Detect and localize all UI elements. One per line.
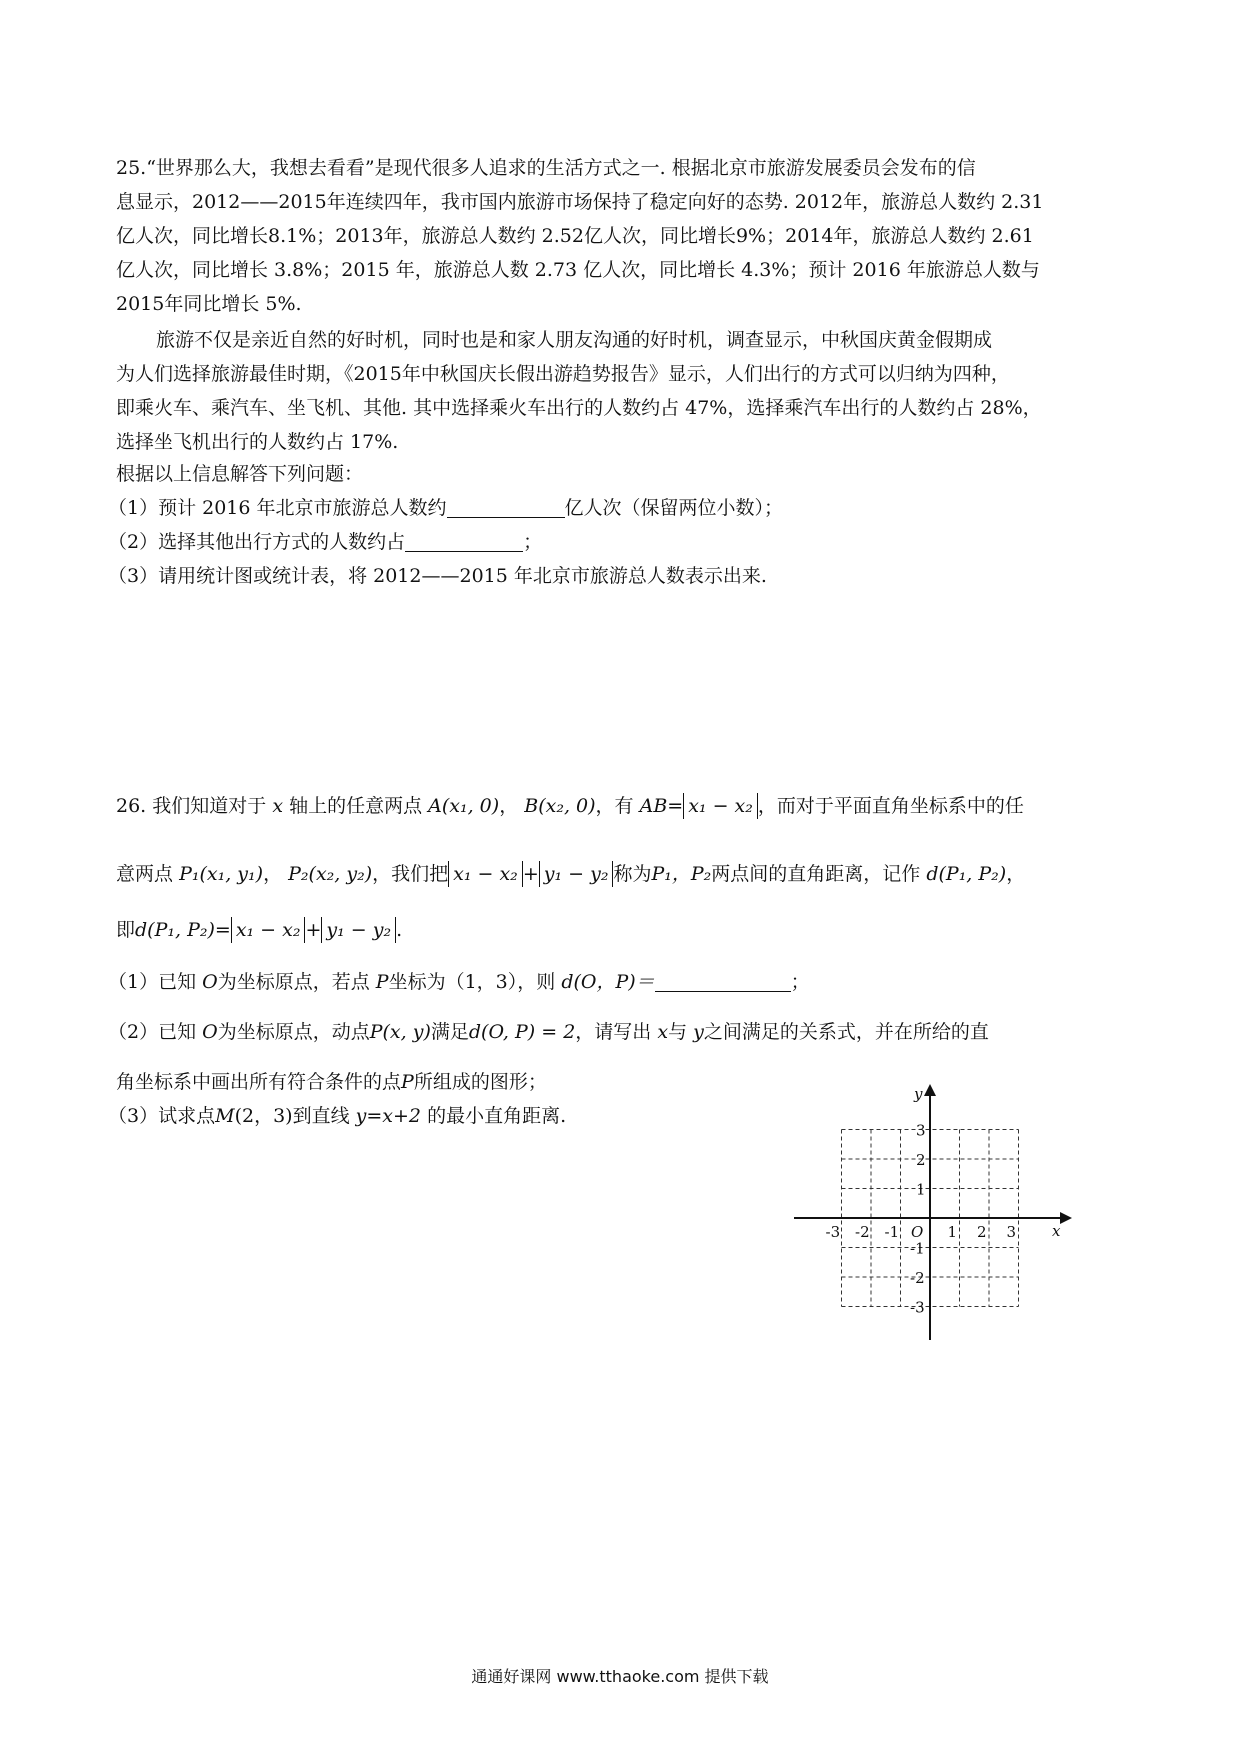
q25-line-5: 2015年同比增长 5%. (116, 293, 302, 315)
math-abs-x: x₁ − x₂ (231, 917, 306, 943)
q26-text: 意两点 (116, 863, 174, 885)
q26-line-1 (116, 790, 1126, 822)
math-d-p1-p2: d(P₁, P₂) (926, 863, 1007, 885)
q25-sub3: （3）请用统计图或统计表，将 2012——2015 年北京市旅游总人数表示出来. (108, 565, 767, 587)
q25-sub2-tail: ； (523, 531, 543, 553)
q26-sub1-answer-blank[interactable] (655, 969, 791, 992)
q26-text: 所组成的图形； (413, 1071, 547, 1093)
y-tick-label: -2 (910, 1269, 925, 1287)
q26-line-3 (116, 914, 1126, 946)
q26-text: ， (1006, 863, 1026, 885)
x-axis-arrow-icon (1060, 1212, 1072, 1224)
footer-source: 通通好课网 www.tthaoke.com 提供下载 (471, 1667, 769, 1686)
q26-line-2 (116, 858, 1126, 890)
x-tick-label: 3 (1006, 1223, 1017, 1241)
y-tick-label: -3 (910, 1298, 925, 1317)
y-axis-label: y (914, 1085, 923, 1103)
y-tick-label: 2 (916, 1151, 926, 1169)
math-equals: = (214, 919, 231, 941)
q26-text: ； (790, 971, 810, 993)
q26-text: 26. 我们知道对于 (116, 795, 267, 817)
q26-text: 称为 (613, 863, 652, 885)
q25-line-1: 25.“世界那么大，我想去看看”是现代很多人追求的生活方式之一. 根据北京市旅游发展委员会发布的信 (116, 157, 976, 179)
math-p: P (375, 971, 389, 993)
q25-line-4: 亿人次，同比增长 3.8%；2015 年，旅游总人数 2.73 亿人次，同比增长 4.3%；预计 2016 年旅游总人数与 (116, 259, 1040, 281)
coordinate-grid (790, 1082, 1080, 1354)
q25-sub2-answer-blank[interactable] (405, 529, 523, 552)
math-p1: P₁(x₁, y₁) (179, 863, 264, 885)
math-o: O (202, 1021, 218, 1043)
math-plus: + (305, 919, 322, 941)
x-tick-label: -2 (855, 1223, 870, 1241)
math-line-equation: y=x+2 (355, 1105, 422, 1127)
q25-line-7: 为人们选择旅游最佳时期，《2015年中秋国庆长假出游趋势报告》显示，人们出行的方式可以归纳为四种， (116, 363, 1010, 385)
math-x: x (657, 1021, 669, 1043)
math-p1-p2: P₁，P₂ (651, 863, 712, 885)
math-condition: d(O, P) = 2 (468, 1021, 576, 1043)
q25-line-10: 根据以上信息解答下列问题： (116, 463, 364, 485)
math-plus: + (522, 863, 539, 885)
q25-line-3: 亿人次，同比增长8.1%；2013年，旅游总人数约 2.52亿人次，同比增长9%；2014年，旅游总人数约 2.61 (116, 225, 1034, 247)
q25-line-9: 选择坐飞机出行的人数约占 17%. (116, 431, 399, 453)
q26-sub2 (108, 1016, 1118, 1048)
q26-text: (2，3)到直线 (234, 1105, 350, 1127)
q26-text: （2）已知 (108, 1021, 197, 1043)
q25-line-2: 息显示，2012——2015年连续四年，我市国内旅游市场保持了稳定向好的态势. 2012年，旅游总人数约 2.31 (116, 191, 1044, 213)
math-ab: AB= (639, 795, 684, 817)
q26-text: 之间满足的关系式，并在所给的直 (703, 1021, 989, 1043)
x-tick-label: -1 (884, 1223, 900, 1241)
q26-text: 即 (116, 919, 136, 941)
q26-text: 的最小直角距离. (427, 1105, 567, 1127)
math-abs-y: y₁ − y₂ (539, 861, 614, 887)
q25-sub1 (108, 492, 1118, 524)
math-abs-x: x₁ − x₂ (448, 861, 523, 887)
math-abs-x: x₁ − x₂ (683, 793, 758, 819)
q25-line-8: 即乘火车、乘汽车、坐飞机、其他. 其中选择乘火车出行的人数约占 47%，选择乘汽车出行的人数约占 28%， (116, 397, 1042, 419)
q26-text: ，请写出 (575, 1021, 652, 1043)
q26-text: 坐标为（1，3），则 (388, 971, 556, 993)
q25-sub1-text: （1）预计 2016 年北京市旅游总人数约 (108, 497, 447, 519)
q26-text: 轴上的任意两点 (289, 795, 423, 817)
q26-text: ，我们把 (372, 863, 449, 885)
origin-label: O (911, 1223, 924, 1241)
math-p2: P₂(x₂, y₂) (288, 863, 373, 885)
math-point-a: A(x₁, 0) (428, 795, 500, 817)
x-axis-label: x (1052, 1222, 1061, 1240)
q26-text: 为坐标原点，若点 (217, 971, 370, 993)
q26-text: ，而对于平面直角坐标系中的任 (757, 795, 1024, 817)
x-tick-label: -3 (825, 1223, 841, 1241)
q26-text: （1）已知 (108, 971, 197, 993)
q26-text: 角坐标系中画出所有符合条件的点 (116, 1071, 402, 1093)
q26-sub1 (108, 966, 1118, 998)
math-y: y (693, 1021, 704, 1043)
q25-sub2-text: （2）选择其他出行方式的人数约占 (108, 531, 406, 553)
math-abs-y: y₁ − y₂ (321, 917, 396, 943)
q25-line-6: 旅游不仅是亲近自然的好时机，同时也是和家人朋友沟通的好时机，调查显示，中秋国庆黄金假期成 (156, 329, 993, 351)
math-x: x (272, 795, 284, 817)
q26-text: ，有 (595, 795, 634, 817)
math-point-b: B(x₂, 0) (524, 795, 596, 817)
math-m: M (215, 1105, 235, 1127)
q26-text: 两点间的直角距离，记作 (711, 863, 921, 885)
x-tick-label: 2 (977, 1223, 987, 1241)
math-p: P (401, 1071, 414, 1093)
math-d-p1-p2: d(P₁, P₂) (135, 919, 215, 941)
q26-text: ， (263, 863, 283, 885)
q25-sub2 (108, 526, 1118, 558)
q26-text: 为坐标原点，动点 (217, 1021, 370, 1043)
q26-text: 与 (668, 1021, 688, 1043)
x-tick-label: 1 (947, 1223, 958, 1241)
q26-text: ， (499, 795, 519, 817)
y-axis-arrow-icon (924, 1084, 936, 1096)
q25-sub1-tail: 亿人次（保留两位小数）； (564, 497, 784, 519)
math-d-o-p: d(O，P)＝ (561, 971, 655, 993)
y-tick-label: -1 (910, 1239, 925, 1258)
math-p-xy: P(x, y) (369, 1021, 431, 1043)
q26-text: . (396, 919, 403, 941)
math-o: O (202, 971, 218, 993)
q25-sub1-answer-blank[interactable] (447, 495, 565, 518)
y-tick-label: 3 (916, 1121, 926, 1140)
y-tick-label: 1 (916, 1180, 926, 1199)
q26-text: 满足 (430, 1021, 469, 1043)
q26-text: （3）试求点 (108, 1105, 216, 1127)
